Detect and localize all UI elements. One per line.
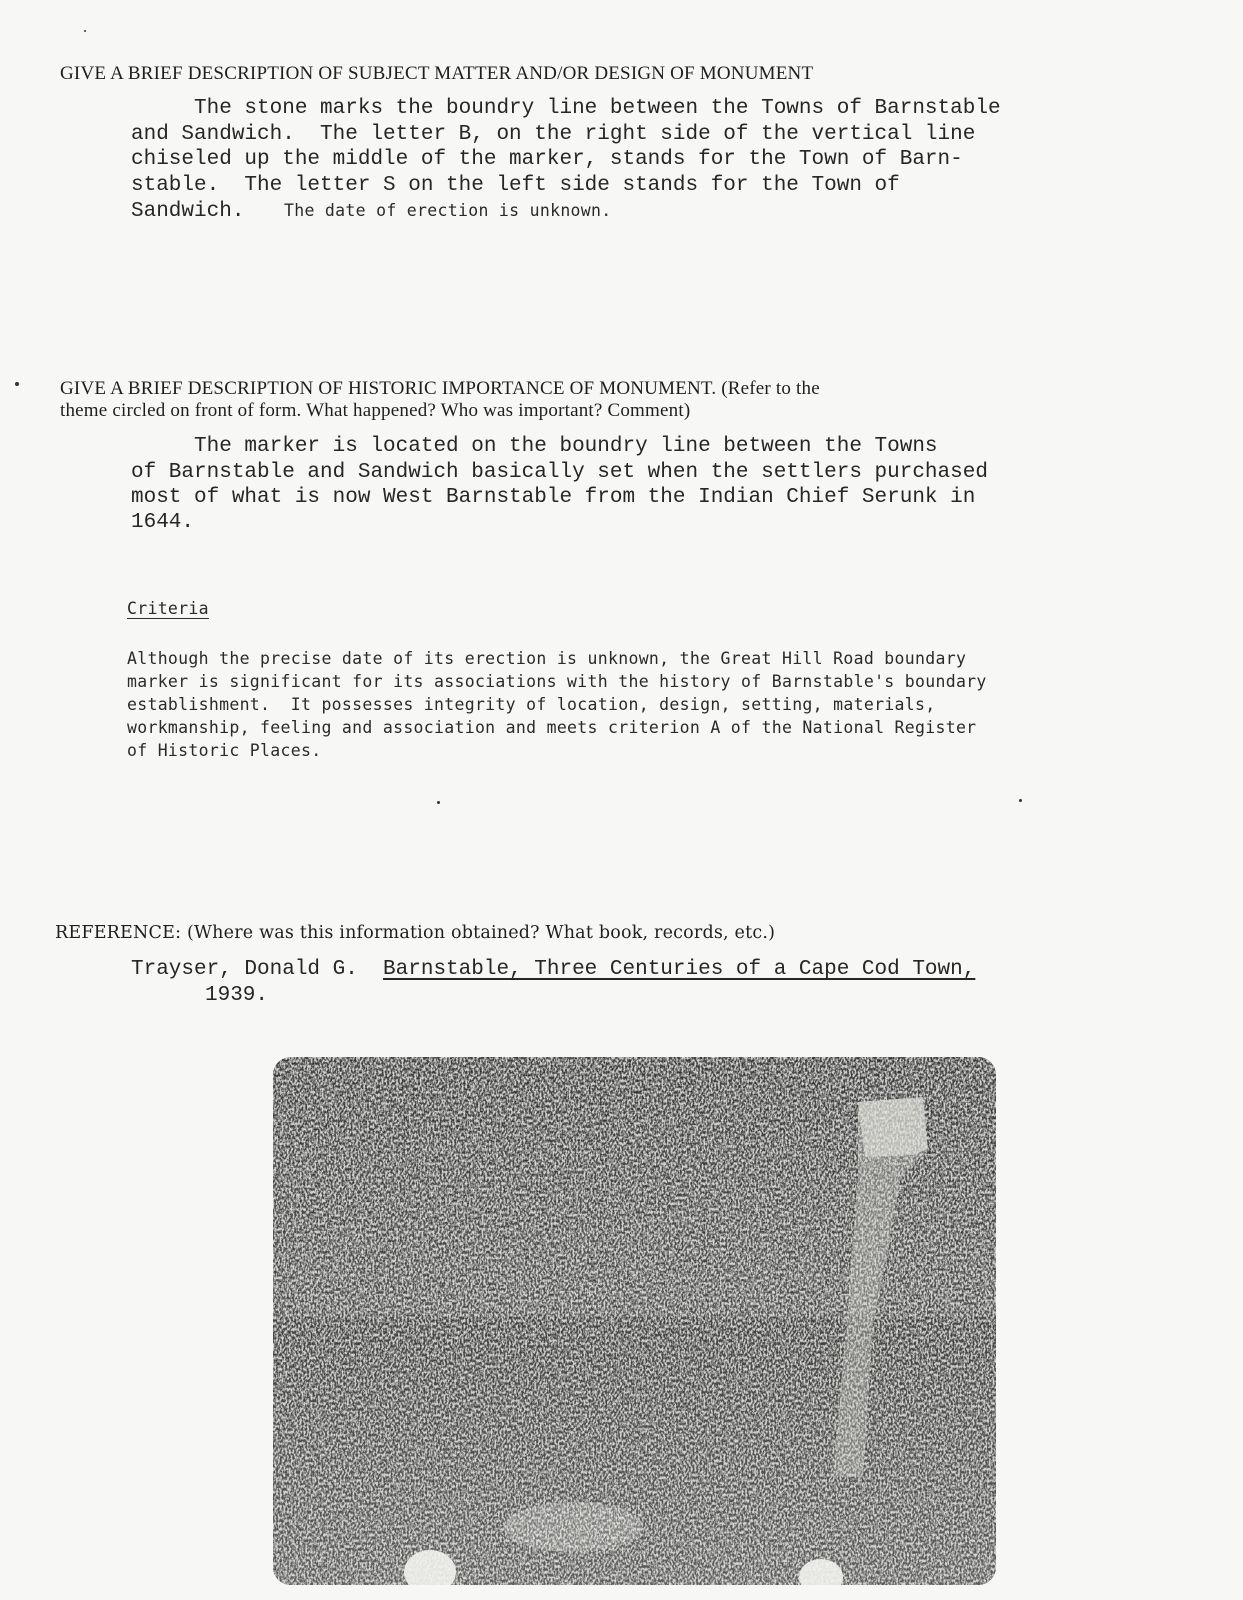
photo-texture — [273, 1057, 996, 1585]
historic-line-4: 1644. — [131, 511, 195, 534]
criteria-line-4: workmanship, feeling and association and meets criterion A of the National Register — [127, 718, 977, 737]
criteria-title: Criteria — [127, 599, 209, 618]
subject-line-1: The stone marks the boundry line between the Towns of Barnstable — [131, 97, 1001, 120]
photograph-of-boundary-marker — [273, 1057, 996, 1585]
reference-book-title: Barnstable, Three Centuries of a Cape Cod Town, — [383, 958, 976, 981]
reference-heading: REFERENCE: (Where was this information obtained? What book, records, etc.) — [55, 923, 776, 943]
reference-author: Trayser, Donald G. — [131, 958, 384, 981]
reference-citation — [131, 957, 975, 982]
criteria-line-1: Although the precise date of its erection is unknown, the Great Hill Road boundary — [127, 649, 967, 668]
historic-line-2: of Barnstable and Sandwich basically set when the settlers purchased — [131, 461, 988, 484]
reference-year: 1939. — [205, 984, 269, 1007]
criteria-line-2: marker is significant for its associations with the history of Barnstable's boundary — [127, 672, 987, 691]
criteria-line-5: of Historic Places. — [127, 741, 322, 760]
subject-line-5: Sandwich. — [131, 200, 245, 223]
photocopy-speck — [84, 30, 86, 32]
historic-section-heading-line-1: GIVE A BRIEF DESCRIPTION OF HISTORIC IMPORTANCE OF MONUMENT. (Refer to the — [60, 378, 820, 399]
subject-line-3: chiseled up the middle of the marker, stands for the Town of Barn- — [131, 148, 963, 171]
historic-line-1: The marker is located on the boundry line between the Towns — [131, 435, 938, 458]
subject-line-4: stable. The letter S on the left side stands for the Town of — [131, 174, 900, 197]
subject-date-note: The date of erection is unknown. — [284, 201, 612, 220]
criteria-line-3: establishment. It possesses integrity of location, design, setting, materials, — [127, 695, 936, 714]
subject-line-2: and Sandwich. The letter B, on the right side of the vertical line — [131, 123, 976, 146]
historic-section-heading-line-2: theme circled on front of form. What happened? Who was important? Comment) — [60, 400, 691, 421]
photocopy-speck — [15, 382, 19, 386]
photocopy-speck — [437, 801, 440, 804]
photocopy-speck — [1019, 799, 1022, 802]
historic-line-3: most of what is now West Barnstable from the Indian Chief Serunk in — [131, 486, 976, 509]
subject-section-heading: GIVE A BRIEF DESCRIPTION OF SUBJECT MATTER AND/OR DESIGN OF MONUMENT — [60, 63, 814, 84]
